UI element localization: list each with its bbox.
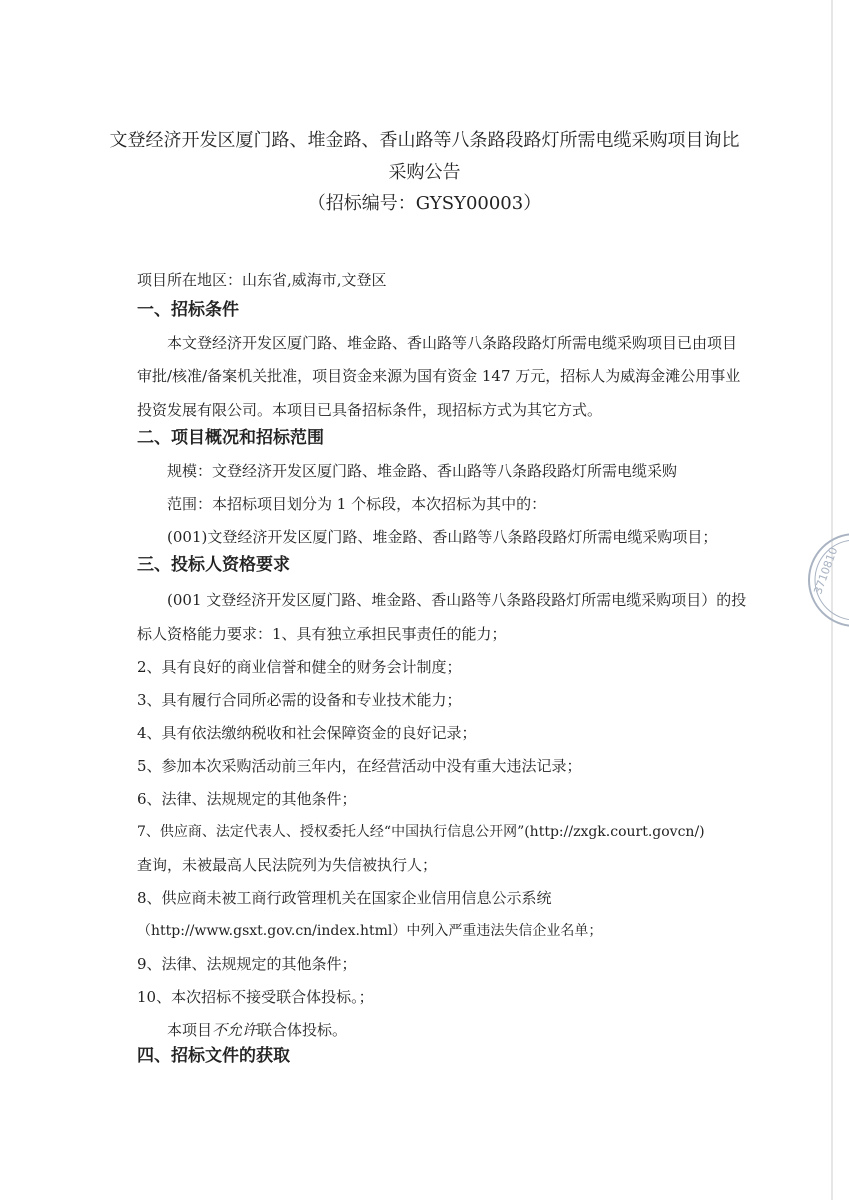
official-seal-icon — [805, 530, 849, 630]
section-2-range: 范围：本招标项目划分为 1 个标段，本次招标为其中的： — [167, 495, 547, 513]
section-1-para-line-3: 投资发展有限公司。本项目已具备招标条件，现招标方式为其它方式。 — [137, 401, 603, 419]
section-3-intro-line-1: (001 文登经济开发区厦门路、堆金路、香山路等八条路段路灯所需电缆采购项目）的投 — [167, 591, 747, 609]
title-tender-number: （招标编号：GYSY00003） — [307, 193, 542, 214]
requirement-item: 6、法律、法规规定的其他条件； — [137, 790, 357, 808]
section-2-scale: 规模：文登经济开发区厦门路、堆金路、香山路等八条路段路灯所需电缆采购 — [167, 462, 678, 480]
requirement-item: 查询，未被最高人民法院列为失信被执行人； — [137, 856, 438, 874]
section-3-intro-line-2: 标人资格能力要求：1、具有独立承担民事责任的能力； — [137, 625, 507, 643]
section-2-lot: (001)文登经济开发区厦门路、堆金路、香山路等八条路段路灯所需电缆采购项目； — [167, 528, 718, 546]
requirement-item: 10、本次招标不接受联合体投标。； — [137, 988, 374, 1006]
consortium-note — [167, 1020, 347, 1040]
requirement-item: 2、具有良好的商业信誉和健全的财务会计制度； — [137, 658, 462, 676]
consortium-suffix: 联合体投标。 — [257, 1021, 348, 1039]
requirement-item: 9、法律、法规规定的其他条件； — [137, 955, 357, 973]
requirement-item: 4、具有依法缴纳税收和社会保障资金的良好记录； — [137, 724, 477, 742]
consortium-italic: 不允许 — [212, 1021, 258, 1039]
title-line-1: 文登经济开发区厦门路、堆金路、香山路等八条路段路灯所需电缆采购项目询比 — [109, 130, 740, 151]
requirement-item: 7、供应商、法定代表人、授权委托人经“中国执行信息公开网”(http://zxgk.court.govcn/) — [137, 824, 705, 840]
consortium-prefix: 本项目 — [167, 1021, 213, 1039]
section-1-para-line-1: 本文登经济开发区厦门路、堆金路、香山路等八条路段路灯所需电缆采购项目已由项目 — [167, 334, 738, 352]
requirement-item: 3、具有履行合同所必需的设备和专业技术能力； — [137, 691, 462, 709]
section-4-heading: 四、招标文件的获取 — [137, 1046, 290, 1066]
requirement-item: （http://www.gsxt.gov.cn/index.html）中列入严重违法失信企业名单； — [137, 923, 603, 939]
project-region: 项目所在地区：山东省,威海市,文登区 — [137, 271, 387, 289]
requirement-item: 5、参加本次采购活动前三年内，在经营活动中没有重大违法记录； — [137, 757, 582, 775]
section-1-heading: 一、招标条件 — [137, 300, 239, 320]
section-2-heading: 二、项目概况和招标范围 — [137, 428, 324, 448]
section-3-heading: 三、投标人资格要求 — [137, 555, 290, 575]
section-1-para-line-2: 审批/核准/备案机关批准，项目资金来源为国有资金 147 万元，招标人为威海金滩公用事业 — [137, 367, 741, 385]
seal-number: 3710810 — [811, 545, 841, 597]
requirement-item: 8、供应商未被工商行政管理机关在国家企业信用信息公示系统 — [137, 889, 552, 907]
title-line-2: 采购公告 — [388, 162, 461, 183]
